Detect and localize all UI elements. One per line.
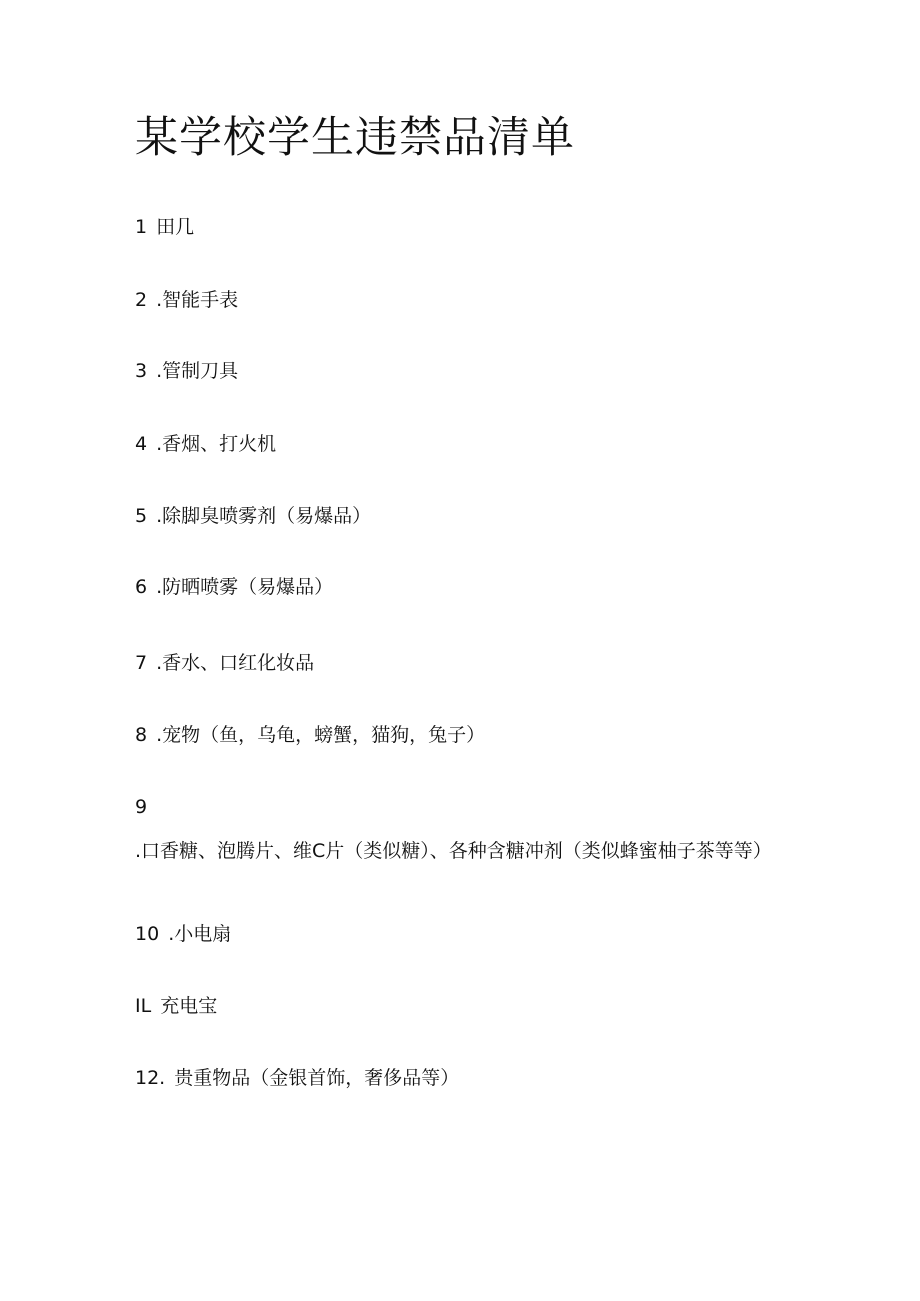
item-number: 10 [135,923,160,945]
item-text: 充电宝 [160,995,218,1017]
list-item [135,1065,785,1091]
list-item [135,574,785,600]
list-item [135,993,785,1019]
list-item [135,287,785,313]
item-text: .管制刀具 [156,360,239,382]
list-item [135,214,785,240]
item-number: 7 [135,652,148,674]
list-item [135,503,785,529]
item-text: .香烟、打火机 [156,433,277,455]
item-number: 9 [135,796,148,818]
item-text: .智能手表 [156,289,239,311]
item-number: 8 [135,724,148,746]
item-number: 4 [135,433,148,455]
list-item [135,358,785,384]
item-text: .香水、口红化妆品 [156,652,315,674]
list-item [135,722,785,748]
item-number: 5 [135,505,148,527]
list-item [135,785,785,873]
item-text: 贵重物品（金银首饰，奢侈品等） [174,1067,460,1089]
item-number: 1 [135,216,148,238]
list-item [135,650,785,676]
item-text: .口香糖、泡腾片、维C片（类似糖）、各种含糖冲剂（类似蜂蜜柚子茶等等） [135,840,772,862]
item-text: .宠物（鱼，乌龟，螃蟹，猫狗，兔子） [156,724,486,746]
item-text: .小电扇 [168,923,232,945]
item-text: .除脚臭喷雾剂（易爆品） [156,505,372,527]
item-number: 12. [135,1067,166,1089]
item-number: 3 [135,360,148,382]
item-number: IL [135,995,152,1017]
item-number: 2 [135,289,148,311]
item-number: 6 [135,576,148,598]
list-item [135,921,785,947]
item-text: .防晒喷雾（易爆品） [156,576,334,598]
list-item [135,431,785,457]
document-title: 某学校学生违禁品清单 [135,113,575,163]
item-text: 田几 [156,216,195,238]
